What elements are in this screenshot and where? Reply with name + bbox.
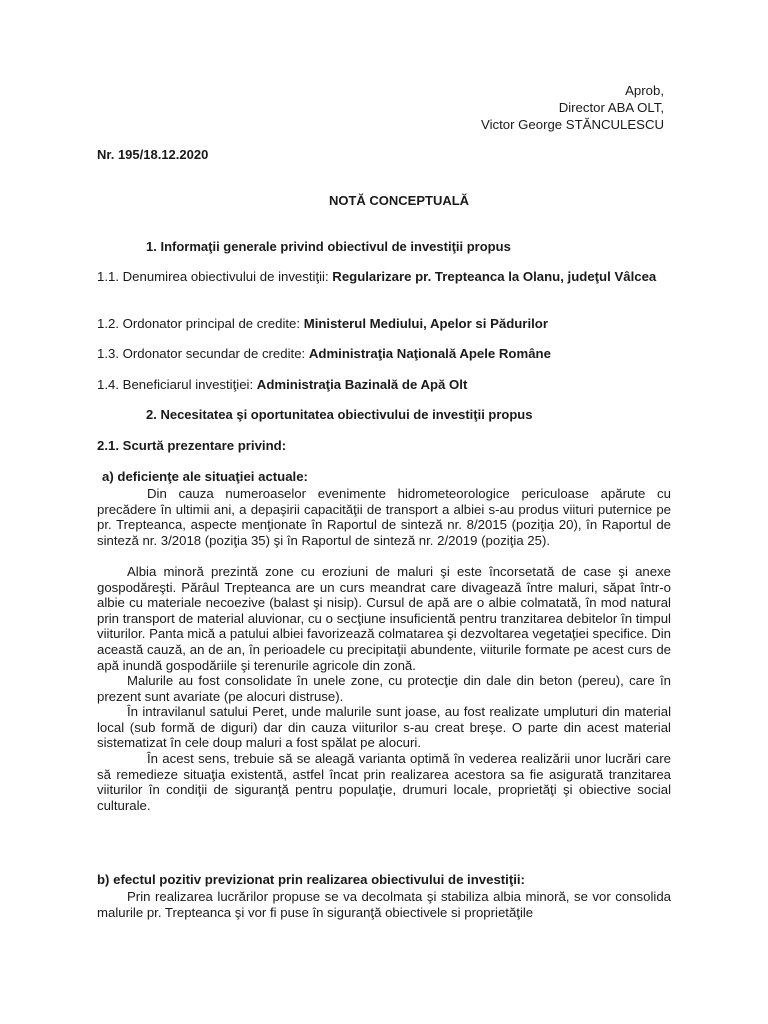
approval-role: Director ABA OLT, [558,100,664,115]
paragraph-b-1: Prin realizarea lucrărilor propuse se va decolmata şi stabiliza albia minoră, se vor consolida malurile pr. Trepteanca şi vor fi puse în siguranţă obiectivele si proprietăţile [97,889,671,920]
subsection-a-heading: a) deficienţe ale situaţiei actuale: [102,469,308,484]
item-1-2-value: Ministerul Mediului, Apelor si Pădurilor [303,316,548,331]
approval-block [481,82,664,133]
document-number: Nr. 195/18.12.2020 [97,147,209,162]
item-1-2-label: 1.2. Ordonator principal de credite: [97,316,304,331]
item-1-3 [97,346,671,362]
section-1-heading: 1. Informaţii generale privind obiectivul de investiţii propus [146,239,511,254]
subsection-b-heading: b) efectul pozitiv previzionat prin realizarea obiectivului de investiţii: [97,872,525,887]
subsection-2-1: 2.1. Scurtă prezentare privind: [97,438,287,453]
item-1-1 [97,269,671,285]
paragraph-a-2: Albia minoră prezintă zone cu eroziuni de maluri şi este încorsetată de case şi anexe gospodăreşti. Părâul Trepteanca are un curs meandrat care divagează între maluri, săpat într-o albie cu materiale necoezive (balast şi nisip). Cursul de apă are o albie colmatată, în mod natural prin transport de material aluvionar, cu o secţiune insuficientă pentru tranzitarea debitelor în timpul viiturilor. Panta mică a patului albiei favorizează colmatarea şi dezvoltarea vegetaţiei specifice. Din această cauză, an de an, în perioadele cu precipitaţii abundente, viiturile formate pe acest curs de apă inundă gospodăriile şi terenurile agricole din zonă. [97,564,671,673]
item-1-2 [97,316,671,332]
item-1-1-value: Regularizare pr. Trepteanca la Olanu, judeţul Vâlcea [332,269,657,284]
paragraph-a-1: Din cauza numeroaselor evenimente hidrometeorologice periculoase apărute cu precădere în ultimii ani, a depaşirii capacităţii de transport a albiei s-au produs viituri puternice pe pr. Trepteanca, aspecte menţionate în Raportul de sinteză nr. 8/2015 (poziţia 20), în Raportul de sinteză nr. 3/2018 (poziţia 35) şi în Raportul de sinteză nr. 2/2019 (poziţia 25). [97,486,671,548]
item-1-4 [97,377,671,393]
item-1-4-label: 1.4. Beneficiarul investiţiei: [97,377,257,392]
item-1-1-label: 1.1. Denumirea obiectivului de investiţii: [97,269,333,284]
item-1-3-value: Administraţia Naţională Apele Române [308,346,551,361]
paragraph-a-3: Malurile au fost consolidate în unele zone, cu protecţie din dale din beton (pereu), care în prezent sunt avariate (pe alocuri distruse). [97,673,671,704]
item-1-3-label: 1.3. Ordonator secundar de credite: [97,346,309,361]
approval-label: Aprob, [625,83,664,98]
section-2-heading: 2. Necesitatea şi oportunitatea obiectivului de investiţii propus [146,407,533,422]
item-1-4-value: Administraţia Bazinală de Apă Olt [256,377,468,392]
paragraph-a-4: În intravilanul satului Peret, unde malurile sunt joase, au fost realizate umpluturi din material local (sub formă de diguri) dar din cauza viiturilor s-au creat breşe. O parte din acest material sistematizat în cele doup maluri a fost spălat pe alocuri. [97,704,671,751]
approval-signatory: Victor George STĂNCULESCU [481,117,664,132]
document-title: NOTĂ CONCEPTUALĂ [328,193,470,208]
paragraph-a-5: În acest sens, trebuie să se aleagă varianta optimă în vederea realizării unor lucrări care să remedieze situaţia existentă, astfel încat prin realizarea acestora sa fie asigurată tranzitarea viiturilor în condiţii de siguranţă pentru populaţie, drumuri locale, proprietăţi şi obiective social culturale. [97,751,671,813]
